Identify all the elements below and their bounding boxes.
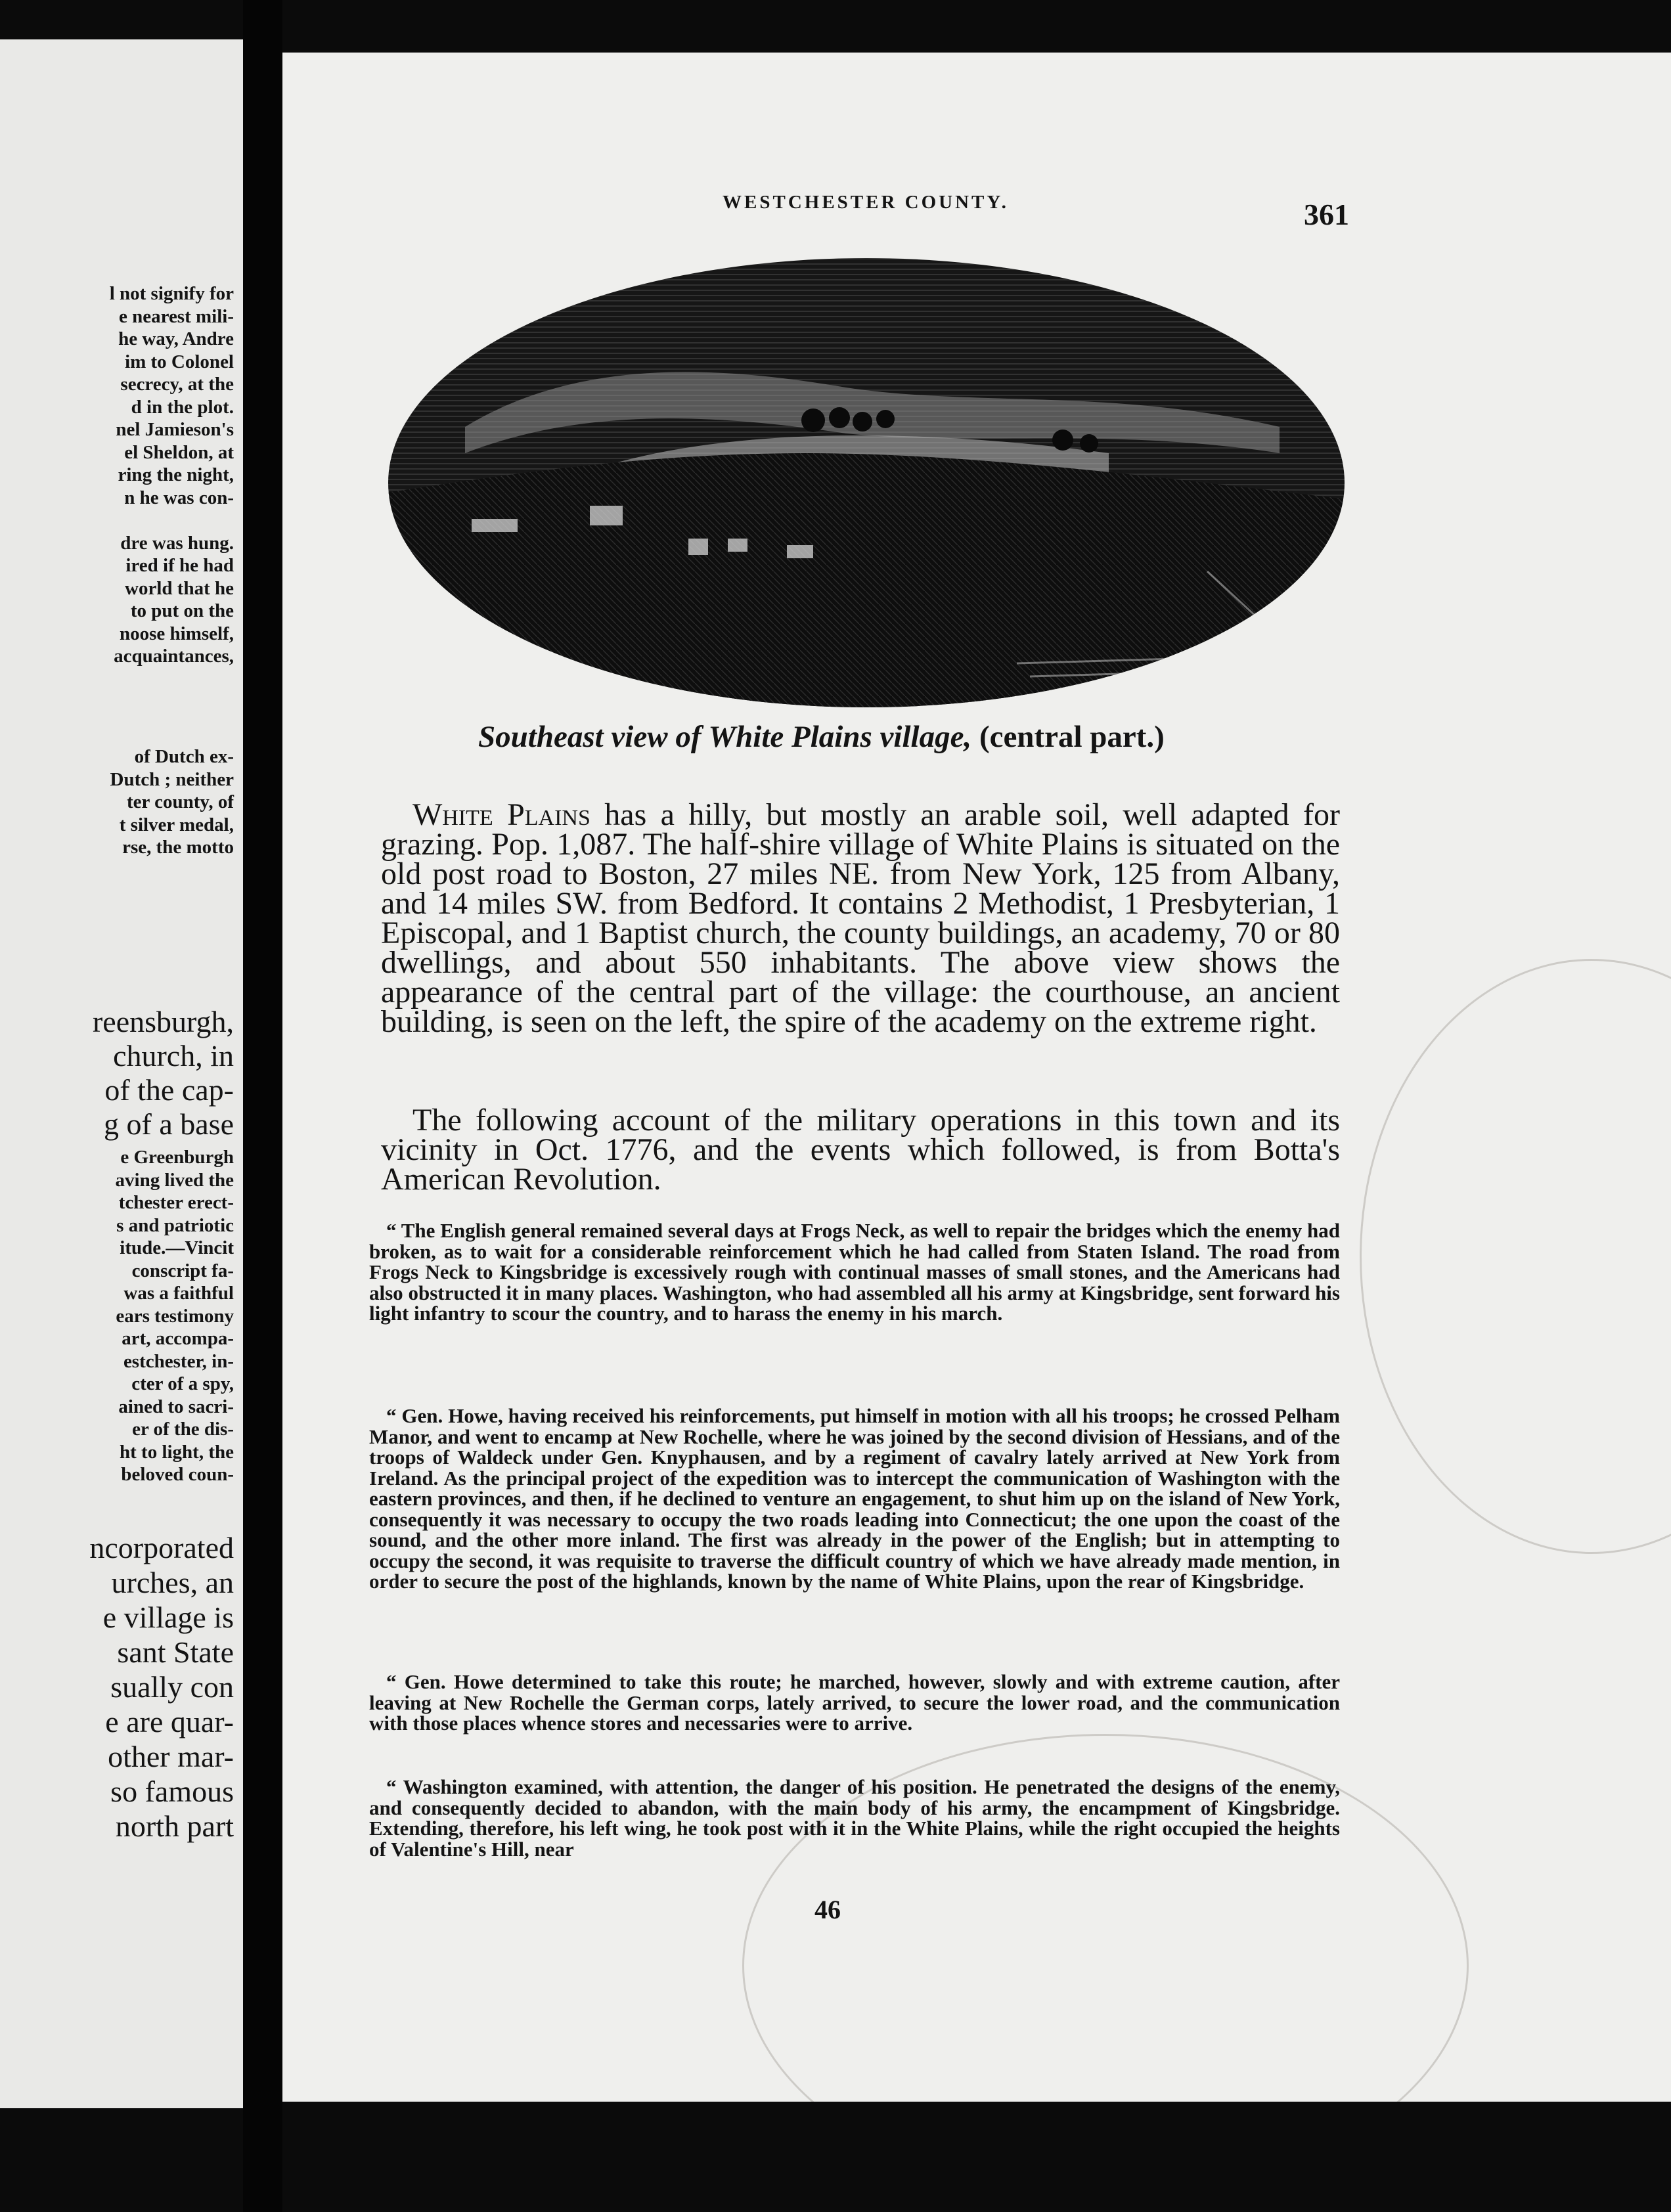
left-page-line: sant State — [117, 1635, 234, 1669]
left-page-line: art, accompa- — [122, 1328, 234, 1349]
left-page-line: to put on the — [130, 600, 234, 621]
left-page-line: ring the night, — [118, 464, 234, 485]
left-page-line: d in the plot. — [131, 396, 234, 418]
left-page-text-block-3 — [93, 1005, 234, 1141]
left-page-line: Dutch ; neither — [110, 768, 234, 790]
left-page-line: world that he — [125, 577, 234, 599]
left-page-line: church, in — [113, 1039, 234, 1073]
left-page-line: n he was con- — [124, 487, 234, 508]
quotation-paragraph-3: “ Gen. Howe determined to take this route; he marched, however, slowly and with extreme caution, after leaving at New Rochelle the German corps, lately arrived, to secure the lower road, and the communication with those places whence stores and necessaries were to arrive. — [369, 1670, 1340, 1735]
signature-mark: 46 — [814, 1895, 841, 1924]
illustration-caption — [478, 719, 1266, 755]
left-page-line: t silver medal, — [119, 814, 234, 835]
left-page-line: ht to light, the — [120, 1441, 234, 1463]
left-page-text-block-2 — [110, 745, 234, 859]
left-page-line: er of the dis- — [132, 1419, 234, 1440]
left-page-line: reensburgh, — [92, 1005, 234, 1038]
left-page-line: ears testimony — [116, 1305, 234, 1327]
quotation-paragraph-2: “ Gen. Howe, having received his reinforcements, put himself in motion with all his troops; he crossed Pelham Manor, and went to encamp at New Rochelle, where he was joined by the second division of Hessians, and of the troops of Waldeck under Gen. Knyphausen, and by a regiment of cavalry lately arrived at New York from Ireland. As the principal project of the expedition was to intercept the communication of Washington with the eastern provinces, and then, if he declined to venture an engagement, to shut him up on the island of New York, consequently it was necessary to occupy the two roads leading into Connecticut; the one upon the coast of the sound, and the other more inland. The first was already in the power of the English; but in attempting to occupy the second, it was requisite to traverse the difficult country of which we have already made mention, in order to secure the post of the highlands, known by the name of White Plains, upon the rear of Kingsbridge. — [369, 1404, 1340, 1593]
caption-qualifier: (central part.) — [979, 720, 1165, 754]
left-page-line: urches, an — [111, 1566, 234, 1599]
body-paragraph-2: The following account of the military operations in this town and its vicinity in Oct. 1776, and the events which followed, is from Botta's American Revolution. — [381, 1103, 1340, 1197]
left-page-line: was a faithful — [123, 1283, 234, 1304]
left-page-line: of Dutch ex- — [134, 746, 234, 767]
left-page-line: sually con — [110, 1670, 234, 1704]
left-page-line: im to Colonel — [125, 351, 234, 372]
left-page-line: beloved coun- — [121, 1464, 234, 1485]
running-head: WESTCHESTER COUNTY. — [723, 192, 1009, 213]
paragraph-1-text: has a hilly, but mostly an arable soil, well adapted for grazing. Pop. 1,087. The half-shire village of White Plains is situated on the old post road to Boston, 27 miles NE. from New York, 125 from Albany, and 14 miles SW. from Bedford. It contains 2 Methodist, 1 Presbyterian, 1 Episcopal, and 1 Baptist church, the county buildings, an academy, 70 or 80 dwellings, and about 550 inhabitants. The above view shows the appearance of the central part of the village: the courthouse, an ancient building, is seen on the left, the spire of the academy on the extreme right. — [381, 797, 1340, 1039]
left-page-line: he way, Andre — [118, 328, 234, 349]
left-page-line: el Sheldon, at — [124, 441, 234, 463]
left-page-line: acquaintances, — [114, 646, 234, 667]
water-stain — [1360, 959, 1671, 1554]
left-page-text-block-5 — [89, 1530, 234, 1844]
left-page-line: e nearest mili- — [118, 305, 234, 327]
left-page-line: aving lived the — [115, 1169, 234, 1191]
left-page-line: l not signify for — [109, 283, 234, 304]
quotation-paragraph-4: “ Washington examined, with attention, the danger of his position. He penetrated the designs of the enemy, and consequently decided to abandon, with the main body of his army, the encampment of Kingsbridge. Extending, therefore, his left wing, he took post with it in the White Plains, while the right occupied the heights of Valentine's Hill, near — [369, 1775, 1340, 1861]
left-page-line: ter county, of — [127, 791, 234, 812]
left-page-line: estchester, in- — [123, 1350, 234, 1372]
left-page-line: ired if he had — [125, 555, 234, 576]
left-page-line: dre was hung. — [120, 532, 234, 554]
quotation-paragraph-1: “ The English general remained several days at Frogs Neck, as well to repair the bridges which the enemy had broken, as to wait for a considerable reinforcement which he had called from Staten Island. The road from Frogs Neck to Kingsbridge is excessively rough with continual masses of small stones, and the Americans had also obstructed it in many places. Washington, who had assembled all his army at Kingsbridge, sent forward his light infantry to scour the country, and to harass the enemy in his march. — [369, 1219, 1340, 1325]
left-page-line: ained to sacri- — [118, 1396, 234, 1417]
left-page-line: e Greenburgh — [120, 1147, 234, 1168]
left-page-line: rse, the motto — [122, 837, 234, 858]
scan-border — [282, 2102, 1671, 2212]
left-page-line: noose himself, — [120, 623, 234, 644]
left-page-line: e are quar- — [105, 1705, 234, 1738]
left-page-text-block-4 — [116, 1146, 234, 1486]
left-page-line: ncorporated — [89, 1531, 234, 1564]
book-gutter — [243, 0, 282, 2212]
left-page-line: other mar- — [108, 1740, 234, 1773]
left-page-line: s and patriotic — [116, 1214, 234, 1236]
left-page-fragment — [0, 39, 243, 2108]
left-page-line: north part — [115, 1809, 234, 1843]
left-page-line: so famous — [110, 1775, 234, 1808]
left-page-line: secrecy, at the — [120, 374, 234, 395]
left-page-line: conscript fa- — [131, 1260, 234, 1281]
place-name-lead: White Plains — [412, 797, 590, 832]
left-page-line: of the cap- — [104, 1073, 234, 1107]
engraving-white-plains-view — [386, 256, 1347, 709]
left-page-line: tchester erect- — [118, 1192, 234, 1213]
page-number: 361 — [1304, 198, 1349, 231]
left-page-line — [110, 509, 234, 532]
left-page-line: cter of a spy, — [131, 1373, 234, 1394]
body-paragraph-1 — [381, 797, 1340, 1039]
left-page-line: nel Jamieson's — [116, 419, 234, 440]
left-page-text-block-1 — [110, 282, 234, 668]
left-page-line: itude.—Vincit — [120, 1237, 234, 1258]
left-page-line: e village is — [102, 1601, 234, 1634]
left-page-line: g of a base — [104, 1107, 234, 1141]
caption-title: Southeast view of White Plains village, — [478, 720, 972, 754]
